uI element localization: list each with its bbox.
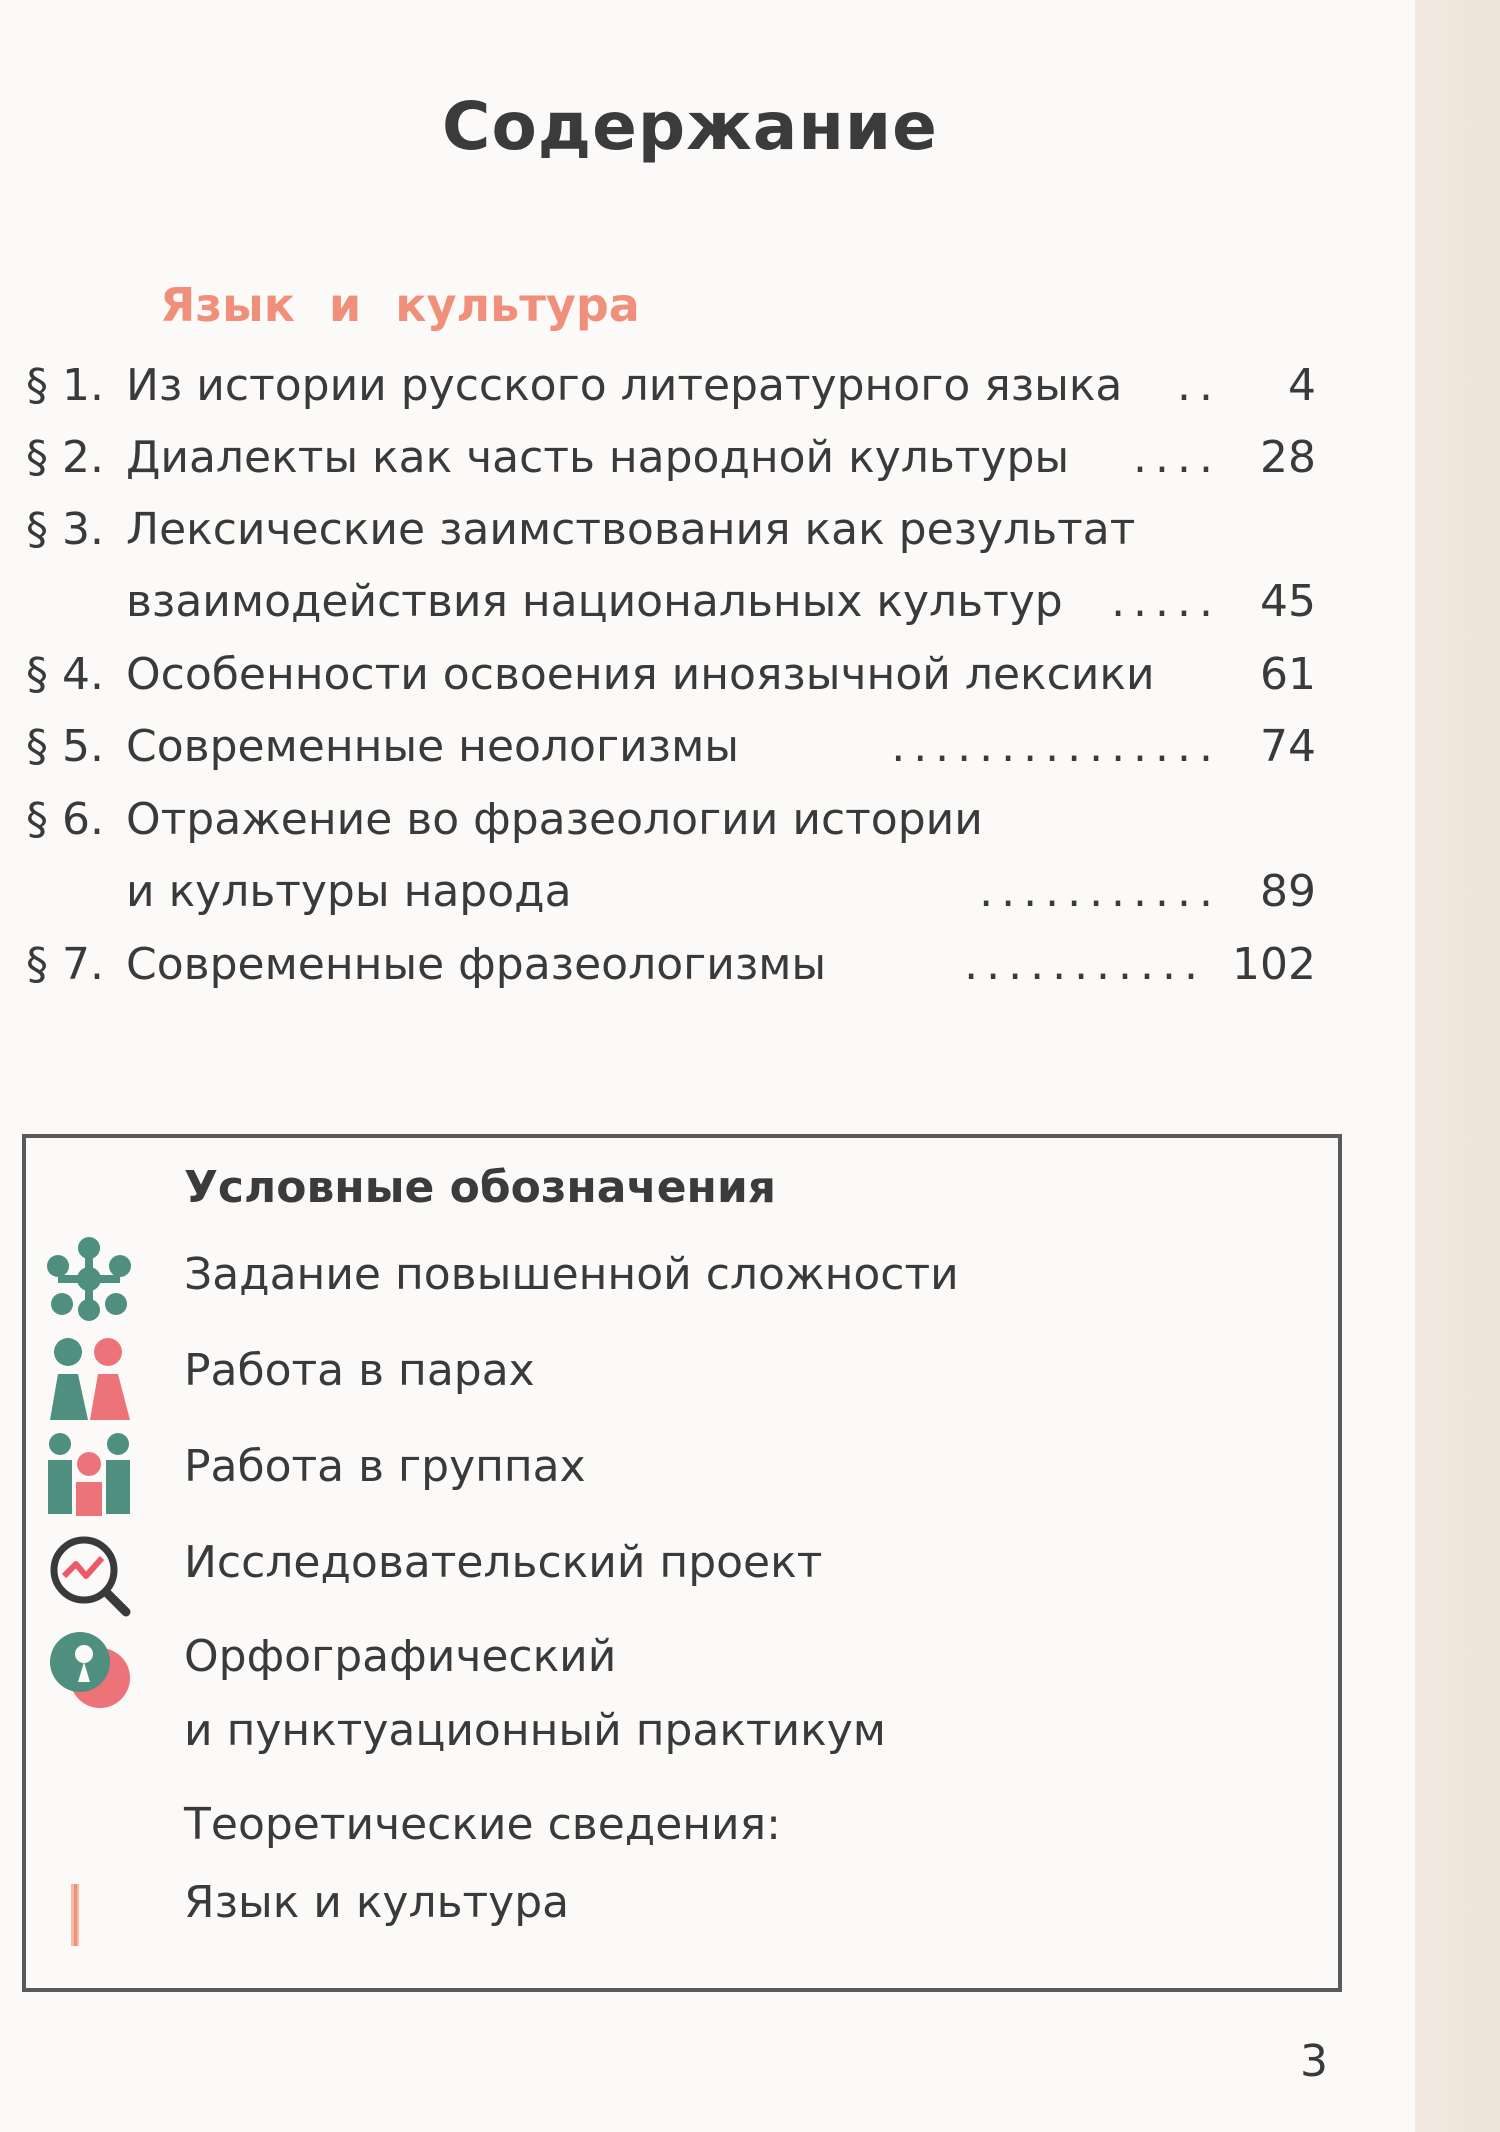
theory-bar-icon <box>66 1880 86 1950</box>
toc-leader-dots: ........... <box>964 939 1206 990</box>
toc-leader-dots: .... <box>1133 432 1221 483</box>
toc-number: § 3. <box>26 504 104 555</box>
legend-item-research: Исследовательский проект <box>184 1537 823 1588</box>
legend-item-pair-work: Работа в парах <box>184 1345 535 1396</box>
section-heading: Язык и культура <box>160 278 640 332</box>
toc-title-line-1: Отражение во фразеологии истории <box>126 794 983 845</box>
research-project-icon <box>44 1530 134 1620</box>
toc-number: § 5. <box>26 721 104 772</box>
toc-entry[interactable] <box>26 500 1316 632</box>
legend-item-theory-line-2: Язык и культура <box>184 1877 570 1928</box>
legend-item-theory-line-1: Теоретические сведения: <box>184 1799 781 1850</box>
toc-number: § 2. <box>26 432 104 483</box>
toc-entry[interactable] <box>26 356 1316 416</box>
legend-box <box>22 1134 1342 1992</box>
toc-page-number: 45 <box>1260 576 1316 627</box>
legend-item-difficulty: Задание повышенной сложности <box>184 1249 959 1300</box>
pair-work-icon <box>44 1334 134 1424</box>
legend-title: Условные обозначения <box>184 1162 777 1213</box>
toc-number: § 7. <box>26 939 104 990</box>
toc-title: Из истории русского литературного языка <box>126 360 1123 411</box>
toc-leader-dots: ..... <box>1111 576 1221 627</box>
toc-title: Диалекты как часть народной культуры <box>126 432 1070 483</box>
legend-item-spelling-line-1: Орфографический <box>184 1631 617 1682</box>
toc-title-line-1: Лексические заимствования как результат <box>126 504 1136 555</box>
page-edge <box>1415 0 1500 2132</box>
toc-page-number: 4 <box>1288 360 1316 411</box>
toc-number: § 4. <box>26 649 104 700</box>
toc-entry[interactable] <box>26 717 1316 777</box>
toc-leader-dots: .. <box>1177 360 1221 411</box>
legend-item-spelling-line-2: и пунктуационный практикум <box>184 1705 886 1756</box>
toc-title: Современные неологизмы <box>126 721 740 772</box>
legend-item-group-work: Работа в группах <box>184 1441 586 1492</box>
page-number: 3 <box>1300 2036 1328 2087</box>
toc-title-line-2: и культуры народа <box>126 866 572 917</box>
difficulty-icon <box>44 1234 134 1324</box>
page-title: Содержание <box>442 88 938 165</box>
toc-leader-dots: ............... <box>891 721 1221 772</box>
toc-leader-dots: ........... <box>979 866 1221 917</box>
toc-title: Особенности освоения иноязычной лексики <box>126 649 1155 700</box>
spelling-practice-icon <box>44 1624 134 1714</box>
toc-entry[interactable] <box>26 428 1316 488</box>
toc-page-number: 74 <box>1260 721 1316 772</box>
toc-title: Современные фразеологизмы <box>126 939 827 990</box>
toc-entry[interactable] <box>26 935 1316 995</box>
toc-title-line-2: взаимодействия национальных культур <box>126 576 1063 627</box>
toc-page-number: 28 <box>1260 432 1316 483</box>
toc-page-number: 89 <box>1260 866 1316 917</box>
toc-number: § 1. <box>26 360 104 411</box>
toc-page-number: 102 <box>1232 939 1316 990</box>
toc-entry[interactable] <box>26 790 1316 922</box>
toc-entry[interactable] <box>26 645 1316 705</box>
toc-page-number: 61 <box>1260 649 1316 700</box>
group-work-icon <box>44 1430 134 1520</box>
toc-number: § 6. <box>26 794 104 845</box>
